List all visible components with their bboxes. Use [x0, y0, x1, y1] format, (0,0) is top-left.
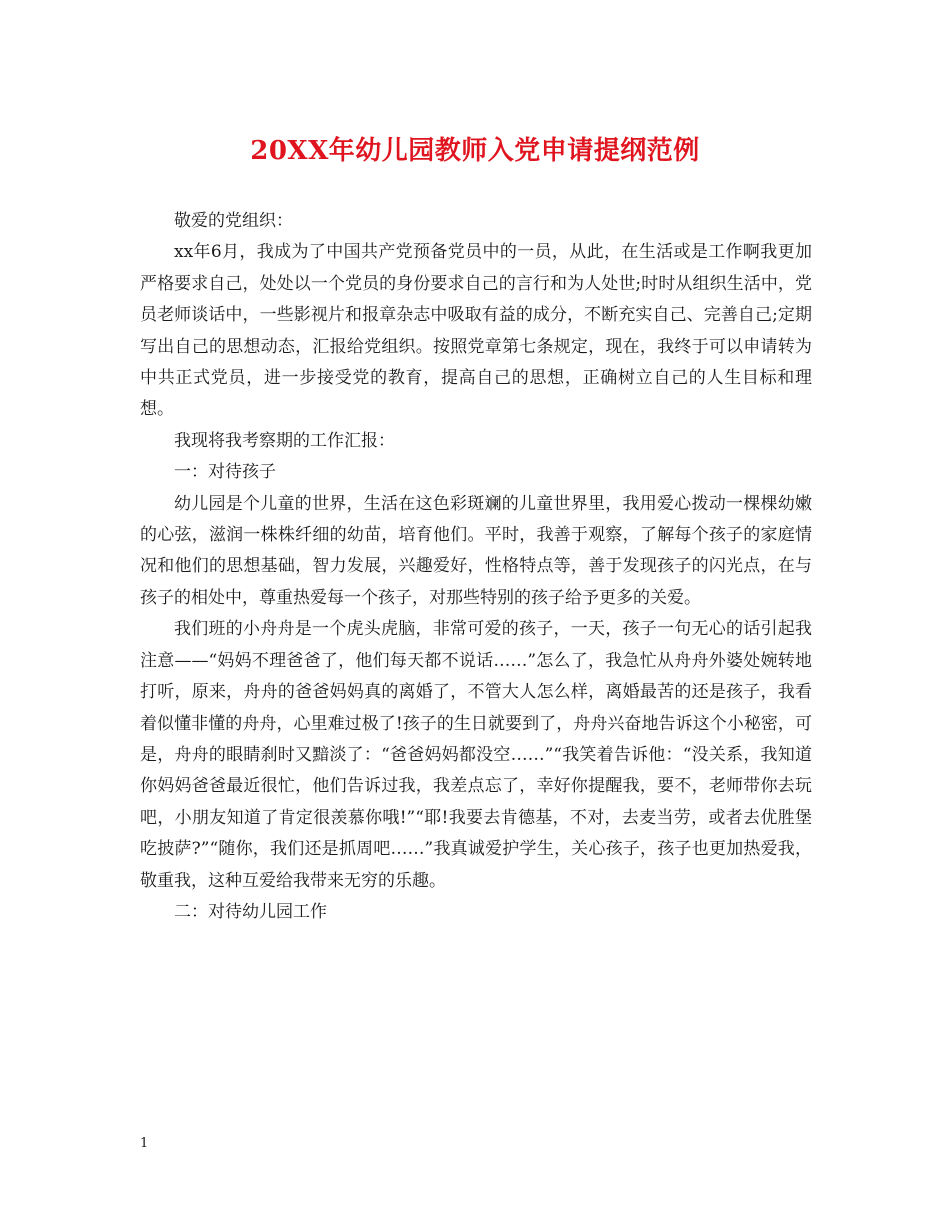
section-heading: 二：对待幼儿园工作: [174, 901, 327, 922]
page-number: 1: [140, 1136, 149, 1151]
document-body: [140, 206, 812, 928]
body-paragraph: xx年6月，我成为了中国共产党预备党员中的一员，从此，在生活或是工作啊我更加严格要求自己，处处以一个党员的身份要求自己的言行和为人处世;时时从组织生活中，党员老师谈话中，一些影视片和报章杂志中吸取有益的成分，不断充实自己、完善自己;定期写出自己的思想动态，汇报给党组织。按照党章第七条规定，现在，我终于可以申请转为中共正式党员，进一步接受党的教育，提高自己的思想，正确树立自己的人生目标和理想。: [140, 242, 812, 420]
salutation-paragraph: 敬爱的党组织：: [174, 211, 293, 231]
body-paragraph: 幼儿园是个儿童的世界，生活在这色彩斑斓的儿童世界里，我用爱心拨动一棵棵幼嫩的心弦，滋润一株株纤细的幼苗，培育他们。平时，我善于观察，了解每个孩子的家庭情况和他们的思想基础，智力发展，兴趣爱好，性格特点等，善于发现孩子的闪光点，在与孩子的相处中，尊重热爱每一个孩子，对那些特别的孩子给予更多的关爱。: [140, 493, 812, 608]
body-paragraph: 我现将我考察期的工作汇报：: [174, 430, 395, 451]
body-paragraph: 我们班的小舟舟是一个虎头虎脑，非常可爱的孩子，一天，孩子一句无心的话引起我注意——“妈妈不理爸爸了，他们每天都不说话……”怎么了，我急忙从舟舟外婆处婉转地打听，原来，舟舟的爸爸妈妈真的离婚了，不管大人怎么样，离婚最苦的还是孩子，我看着似懂非懂的舟舟，心里难过极了!孩子的生日就要到了，舟舟兴奋地告诉这个小秘密，可是，舟舟的眼睛刹时又黯淡了：“爸爸妈妈都没空……”“我笑着告诉他：“没关系，我知道你妈妈爸爸最近很忙，他们告诉过我，我差点忘了，幸好你提醒我，要不，老师带你去玩吧，小朋友知道了肯定很羡慕你哦!”“耶!我要去肯德基，不对，去麦当劳，或者去优胜堡吃披萨?”“随你，我们还是抓周吧……”我真诚爱护学生，关心孩子，孩子也更加热爱我，敬重我，这种互爱给我带来无穷的乐趣。: [140, 619, 812, 891]
section-heading: 一：对待孩子: [174, 462, 276, 483]
document-title: 20XX年幼儿园教师入党申请提纲范例: [250, 136, 700, 166]
